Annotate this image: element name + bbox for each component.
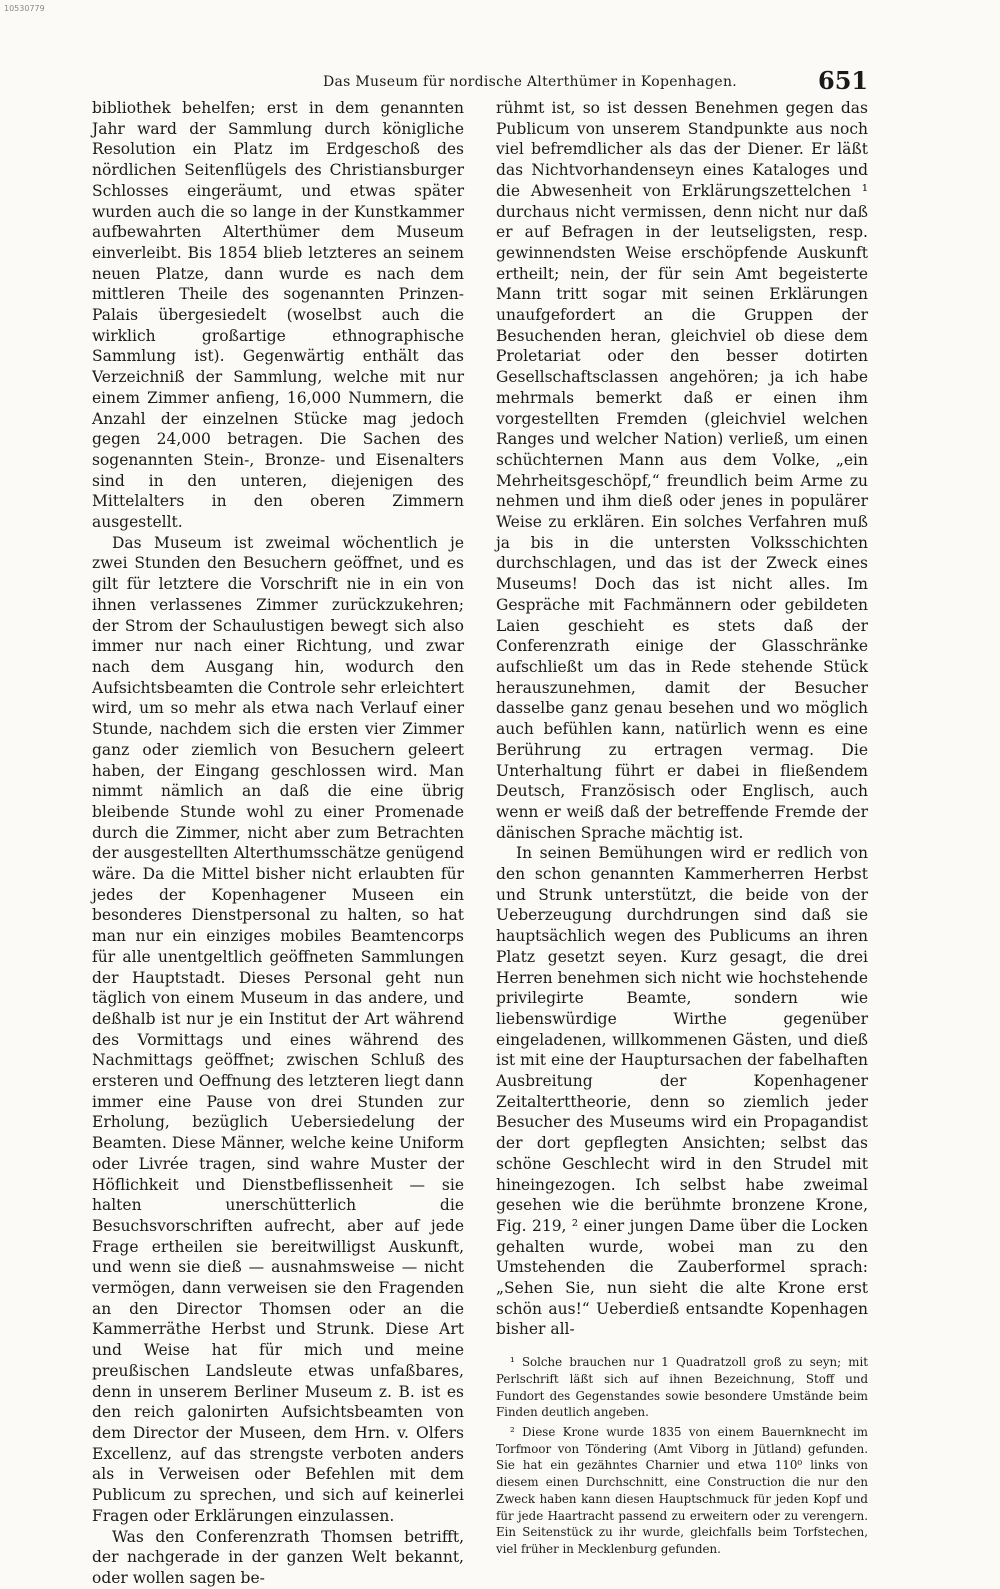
paragraph: Das Museum ist zweimal wöchentlich je zwei Stunden den Besuchern geöffnet, und es gilt für letztere die Vorschrift nie in ein von ihnen verlassenes Zimmer zurückzukehren; der Strom der Schaulustigen bewegt sich also immer nur nach einer Richtung, und zwar nach dem Ausgang hin, wodurch den Aufsichtsbeamten die Controle sehr erleichtert wird, um so mehr als etwa nach Verlauf einer Stunde, nachdem sich die ersten vier Zimmer ganz oder ziemlich von Besuchern geleert haben, der Eingang geschlossen wird. Man nimmt nämlich an daß die eine übrig bleibende Stunde wohl zu einer Promenade durch die Zimmer, nicht aber zum Betrachten der ausgestellten Alterthumsschätze genügend wäre. Da die Mittel bisher nicht erlaubten für jedes der Kopenhagener Museen ein besonderes Dienstpersonal zu halten, so hat man nur ein einziges mobiles Beamtencorps für alle unentgeltlich geöffneten Sammlungen der Hauptstadt. Dieses Personal geht nun täglich von einem Museum in das andere, und deßhalb ist nur je ein Institut der Art während des Vormittags und eines während des Nachmittags geöffnet; zwischen Schluß des ersteren und Oeffnung des letzteren liegt dann immer eine Pause von drei Stunden zur Erholung, bezüglich Uebersiedelung der Beamten. Diese Männer, welche keine Uniform oder Livrée tragen, sind wahre Muster der Höflichkeit und Dienstbeflissenheit — sie halten unerschütterlich die Besuchsvorschriften aufrecht, aber auf jede Frage ertheilen sie bereitwilligst Auskunft, und wenn sie dieß — ausnahmsweise — nicht vermögen, dann verweisen sie den Fragenden an den Director Thomsen oder an die Kammerräthe Herbst und Strunk. Diese Art und Weise hat für mich und meine preußischen Landsleute etwas unfaßbares, denn in unserem Berliner Museum z. B. ist es den reich galonirten Aufsichtsbeamten von dem Director der Museen, dem Hrn. v. Olfers Excellenz, auf das strengste verboten anders als in Verweisen oder Befehlen mit dem Publicum zu sprechen, und sich auf keinerlei Fragen oder Erklärungen einzulassen. [92,533,464,1525]
paragraph-continued: bibliothek behelfen; erst in dem genannten Jahr ward der Sammlung durch königliche Resolution ein Platz im Erdgeschoß des nördlichen Seitenflügels des Christiansburger Schlosses eingeräumt, und etwas später wurden auch die so lange in der Kunstkammer aufbewahrten Alterthümer dem Museum einverleibt. Bis 1854 blieb letzteres an seinem neuen Platze, dann wurde es nach dem mittleren Theile des sogenannten Prinzen-Palais übergesiedelt (woselbst auch die wirklich großartige ethnographische Sammlung ist). Gegenwärtig enthält das Verzeichniß der Sammlung, welche mit nur einem Zimmer anfieng, 16,000 Nummern, die Anzahl der einzelnen Stücke mag jedoch gegen 24,000 betragen. Die Sachen des sogenannten Stein-, Bronze- und Eisenalters sind in den unteren, diejenigen des Mittelalters in den oberen Zimmern ausgestellt. [92,99,464,532]
page-number: 651 [818,66,869,95]
left-column [92,98,464,1589]
right-column [496,98,868,1558]
footnote-2: ² Diese Krone wurde 1835 von einem Bauernknecht im Torfmoor von Töndering (Amt Viborg in Jütland) gefunden. Sie hat ein gezähntes Charnier und etwa 110⁰ links von diesem einen Durchschnitt, eine Construction die nur den Zweck haben kann diesen Hauptschmuck für jeden Kopf und für jede Haartracht passend zu erweitern oder zu verengern. Ein Seitenstück zu ihr wurde, gleichfalls beim Torfstechen, viel früher in Mecklenburg gefunden. [496,1425,868,1556]
scan-id-label: 10530779 [4,4,45,13]
paragraph-continued: rühmt ist, so ist dessen Benehmen gegen das Publicum von unserem Standpunkte aus noch viel befremdlicher als das der Diener. Er läßt das Nichtvorhandenseyn eines Kataloges und die Abwesenheit von Erklärungszettelchen ¹ durchaus nicht vermissen, denn nicht nur daß er auf Befragen in der leutseligsten, resp. gewinnendsten Weise erschöpfende Auskunft ertheilt; nein, der für sein Amt begeisterte Mann tritt sogar mit seinen Erklärungen unaufgefordert an die Gruppen der Besuchenden heran, gleichviel ob diese dem Proletariat oder den besser dotirten Gesellschaftsclassen angehören; ja ich habe mehrmals bemerkt daß er einen ihm vorgestellten Fremden (gleichviel welchen Ranges und welcher Nation) verließ, um einen schüchternen Mann aus dem Volke, „ein Mehrheitsgeschöpf,“ freundlich beim Arme zu nehmen und ihm dieß oder jenes in populärer Weise zu erklären. Ein solches Verfahren muß ja bis in die untersten Volksschichten durchschlagen, und das ist der Zweck eines Museums! Doch das ist nicht alles. Im Gespräche mit Fachmännern oder gebildeten Laien geschieht es stets daß der Conferenzrath einige der Glasschränke aufschließt um das in Rede stehende Stück herauszunehmen, damit der Besucher dasselbe ganz genau besehen und wo möglich auch befühlen kann, natürlich wenn es eine Berührung zu ertragen vermag. Die Unterhaltung führt er dabei in fließendem Deutsch, Französisch oder Englisch, auch wenn er weiß daß der betreffende Fremde der dänischen Sprache mächtig ist. [496,99,868,842]
paragraph: In seinen Bemühungen wird er redlich von den schon genannten Kammerherren Herbst und Strunk unterstützt, die beide von der Ueberzeugung durchdrungen sind daß sie hauptsächlich wegen des Publicums an ihren Platz gesetzt seyen. Kurz gesagt, die drei Herren benehmen sich nicht wie hochstehende privilegirte Beamte, sondern wie liebenswürdige Wirthe gegenüber eingeladenen, willkommenen Gästen, und dieß ist mit eine der Hauptursachen der fabelhaften Ausbreitung der Kopenhagener Zeitalterttheorie, denn so ziemlich jeder Besucher des Museums wird ein Propagandist der dort gepflegten Ansichten; selbst das schöne Geschlecht wird in den Strudel mit hineingezogen. Ich selbst habe zweimal gesehen wie die berühmte bronzene Krone, Fig. 219, ² einer jungen Dame über die Locken gehalten wurde, wobei man zu den Umstehenden die Zauberformel sprach: „Sehen Sie, nun sieht die alte Krone erst schön aus!“ Ueberdieß entsandte Kopenhagen bisher all- [496,844,868,1339]
footnote-1: ¹ Solche brauchen nur 1 Quadratzoll groß zu seyn; mit Perlschrift läßt sich auf ihnen Bezeichnung, Stoff und Fundort des Gegenstandes sowie besondere Umstände beim Finden deutlich angeben. [496,1355,868,1420]
paragraph: Was den Conferenzrath Thomsen betrifft, der nachgerade in der ganzen Welt bekannt, oder wollen sagen be- [92,1527,464,1587]
running-title: Das Museum für nordische Alterthümer in Kopenhagen. [322,74,738,90]
